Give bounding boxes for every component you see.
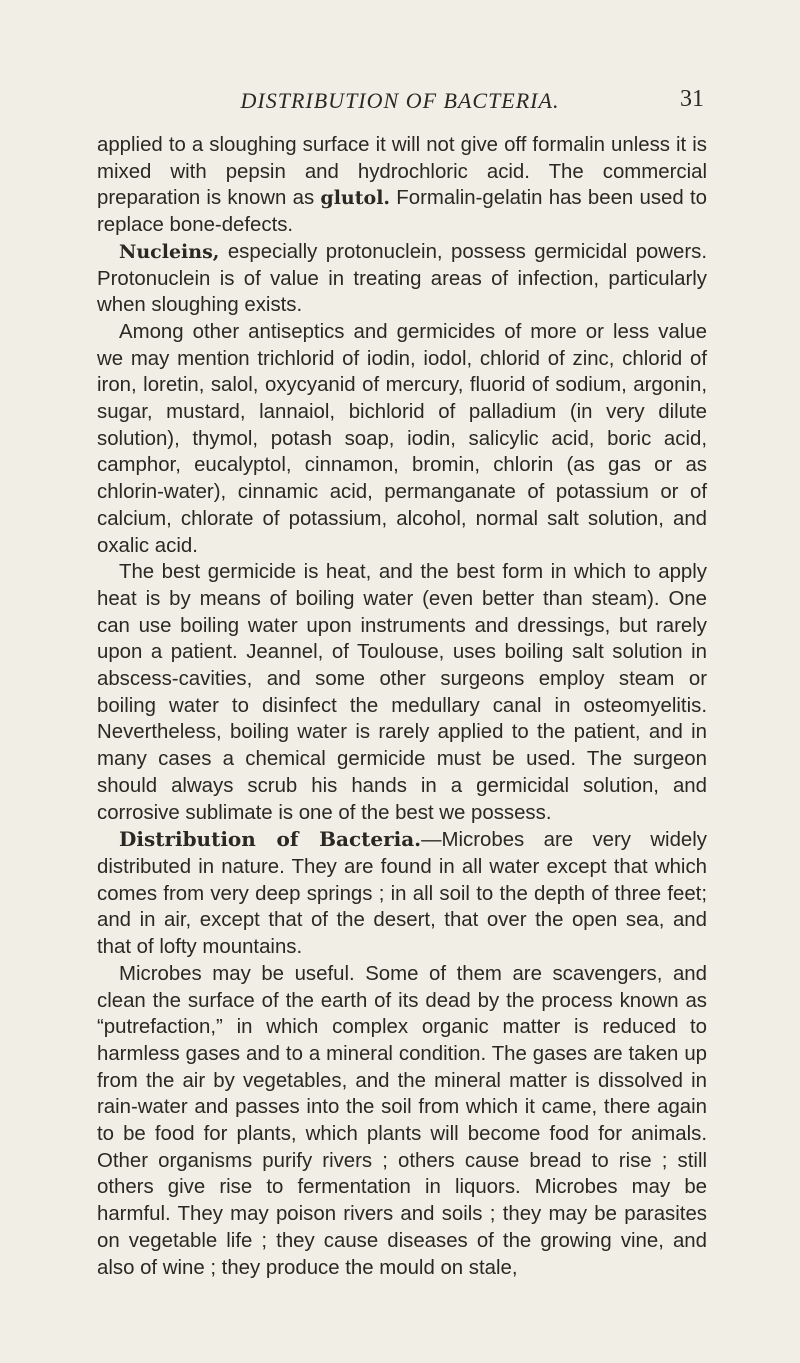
paragraph-4: The best germicide is heat, and the best form in which to apply heat is by means of boiling water (even better than steam). One can use boiling water upon instruments and dressings, but rarely upon a patient. Jeannel, of Toulouse, uses boiling salt solution in abscess-cavities, and some other surgeons employ steam or boiling water to disinfect the medullary canal in osteomyelitis. Nevertheless, boiling water is rarely applied to the patient, and in many cases a chemical germicide must be used. The surgeon should always scrub his hands in a germicidal solution, and corrosive sublimate is one of the best we possess.	[97, 561, 707, 824]
paragraph-2	[97, 239, 707, 319]
section-heading-distribution: Distribution of Bacteria.	[119, 827, 422, 852]
term-nucleins: Nucleins,	[119, 240, 220, 263]
paragraph-2-text: especially protonuclein, possess germicidal powers. Protonuclein is of value in treating areas of infection, particularly when sloughing exists.	[97, 240, 707, 317]
paragraph-5	[97, 826, 707, 961]
paragraph-5-text: —Microbes are very widely distributed in nature. They are found in all water except that which comes from very deep springs ; in all soil to the depth of three feet; and in air, except that of the desert, that over the open sea, and that of lofty mountains.	[97, 829, 707, 959]
paragraph-6: Microbes may be useful. Some of them are scavengers, and clean the surface of the earth of its dead by the process known as “putrefaction,” in which complex organic matter is reduced to harmless gases and to a mineral condition. The gases are taken up from the air by vegetables, and the mineral matter is dissolved in rain-water and passes into the soil from which it came, there again to be food for plants, which plants will become food for animals. Other organisms purify rivers ; others cause bread to rise ; still others give rise to fermentation in liquors. Microbes may be harmful. They may poison rivers and soils ; they may be parasites on vegetable life ; they cause diseases of the growing vine, and also of wine ; they produce the mould on stale,	[97, 962, 707, 1279]
paragraph-3: Among other antiseptics and germicides of more or less value we may mention trichlorid of iodin, iodol, chlorid of zinc, chlorid of iron, loretin, salol, oxycyanid of mercury, fluorid of sodium, argonin, sugar, mustard, lannaiol, bichlorid of palladium (in very dilute solution), thymol, potash soap, iodin, salicylic acid, boric acid, camphor, eucalyptol, cinnamon, bromin, chlorin (as gas or as chlorin-water), cinnamic acid, permanganate of potassium or of calcium, chlorate of potassium, alcohol, normal salt solution, and oxalic acid.	[97, 320, 707, 557]
term-glutol: glutol.	[320, 187, 391, 210]
paragraph-1-rest: Formalin-gelatin has been used to replace bone-defects.	[97, 187, 707, 237]
page-number: 31	[680, 86, 704, 112]
running-title: DISTRIBUTION OF BACTERIA.	[240, 88, 560, 113]
paragraph-1-text: applied to a sloughing surface it will not give off formalin unless it is mixed with pepsin and hydrochloric acid. The commercial preparation is known as	[97, 134, 707, 210]
body-text	[97, 132, 707, 1281]
paragraph-1	[97, 132, 707, 239]
